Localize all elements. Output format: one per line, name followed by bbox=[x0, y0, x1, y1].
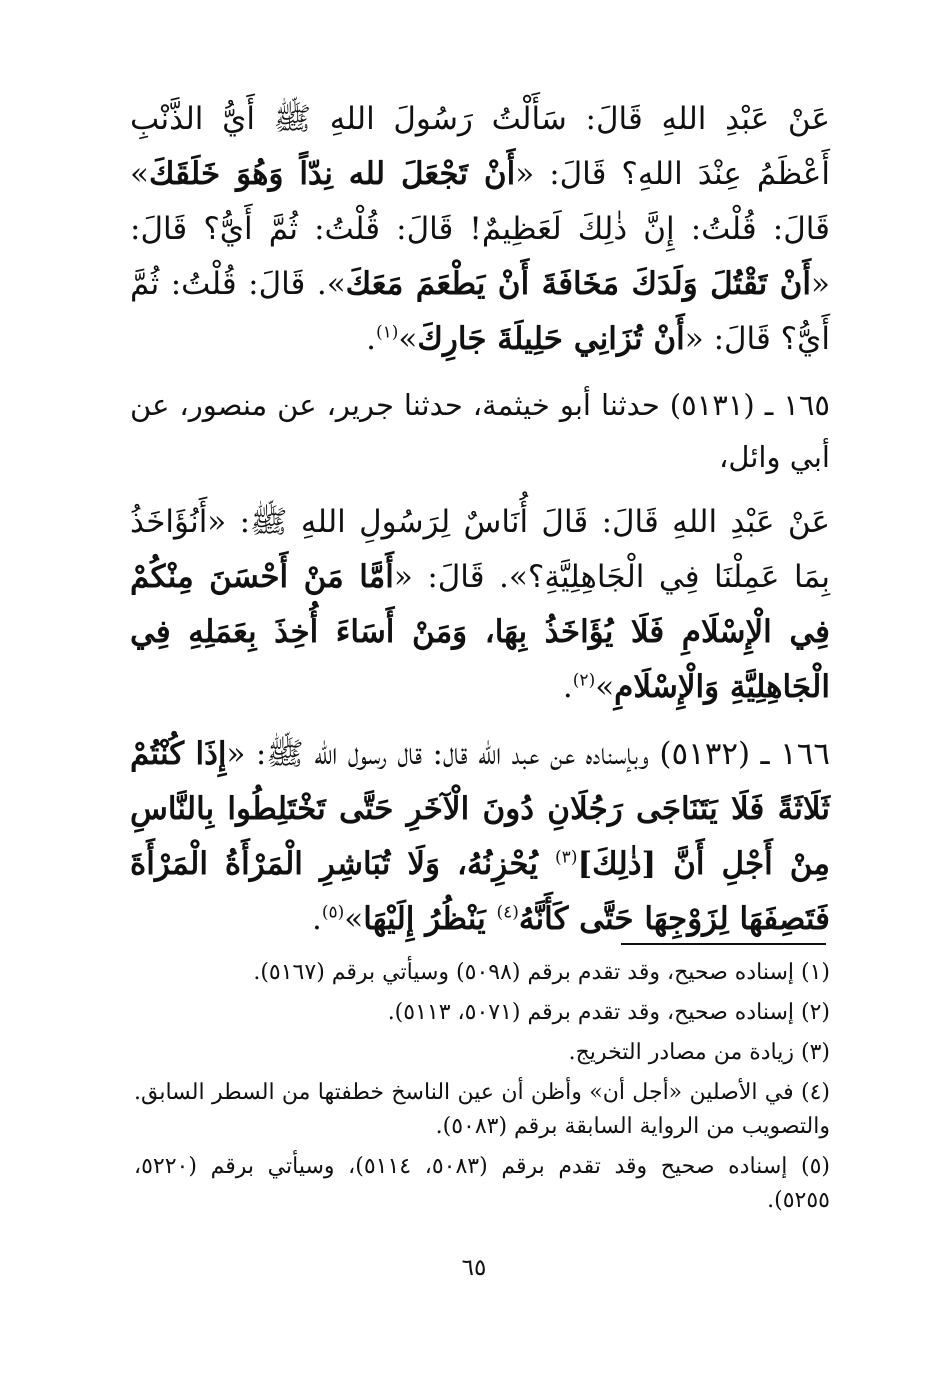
footnote-marker: (١) bbox=[375, 322, 399, 343]
narration-text: » bbox=[398, 321, 418, 357]
footnote-marker: (٢) bbox=[572, 670, 596, 691]
narration-text: عَنْ عَبْدِ اللهِ قَالَ: قَالَ أُنَاسٌ لِرَسُولِ اللهِ ﷺ: «أَنُؤَاخَذُ بِمَا عَمِلْنَا فِي الْجَاهِلِيَّةِ؟». قَالَ: « bbox=[130, 504, 830, 595]
prophetic-saying: أَمَّا مَنْ أَحْسَنَ مِنْكُمْ فِي الْإِسْلَامِ فَلَا يُؤَاخَذُ بِهَا، وَمَنْ أَسَاءَ أُخِذَ بِعَمَلِهِ فِي الْجَاهِلِيَّةِ وَالْإِسْلَامِ bbox=[130, 559, 830, 705]
narration-text: ١٦٦ ـ (٥١٣٢) وبإسناده عن عبد الله قال: قال رسول الله ﷺ: « bbox=[226, 736, 831, 772]
narration-text: » قَالَ: قُلْتُ: إِنَّ ذٰلِكَ لَعَظِيمٌ! قَالَ: قُلْتُ: ثُمَّ أَيُّ؟ قَالَ: « bbox=[130, 156, 830, 302]
prophetic-saying: يَنْظُرُ إِلَيْهَا bbox=[363, 901, 497, 937]
prophetic-saying: يُحْزِنُهُ، وَلَا تُبَاشِرِ الْمَرْأَةُ الْمَرْأَةَ فَتَصِفَهَا لِزَوْجِهَا حَتَّى كَأَنَّهُ bbox=[130, 846, 830, 937]
footnote-2: (٢) إسناده صحيح، وقد تقدم برقم (٥٠٧١، ٥١١٣). bbox=[387, 1000, 830, 1025]
hadith-paragraph bbox=[130, 92, 830, 367]
narration-text: . bbox=[562, 669, 573, 705]
narration-text: . bbox=[366, 321, 376, 357]
narration-text: » bbox=[595, 669, 615, 705]
narration-text: » bbox=[344, 901, 364, 937]
hadith-paragraph bbox=[130, 495, 830, 715]
narration-text: ». قَالَ: قُلْتُ: ثُمَّ أَيُّ؟ قَالَ: « bbox=[130, 266, 830, 357]
prophetic-saying: أَنْ تَقْتُلَ وَلَدَكَ مَخَافَةَ أَنْ يَطْعَمَ مَعَكَ bbox=[345, 266, 812, 302]
prophetic-saying: أَنْ تُزَانِي حَلِيلَةَ جَارِكَ bbox=[417, 321, 685, 357]
hadith-166-paragraph bbox=[130, 727, 830, 947]
footnote-marker: (٥) bbox=[321, 902, 345, 923]
hadith-165-chain: ١٦٥ ـ (٥١٣١) حدثنا أبو خيثمة، حدثنا جرير، عن منصور، عن أبي وائل، bbox=[130, 388, 830, 474]
footnotes bbox=[134, 956, 830, 1224]
footnote-3: (٣) زيادة من مصادر التخريج. bbox=[568, 1040, 830, 1065]
footnote-marker: (٤) bbox=[496, 902, 519, 923]
footnote-separator bbox=[621, 943, 826, 945]
footnote-marker: (٣) bbox=[555, 847, 578, 868]
main-text bbox=[130, 92, 830, 959]
footnote-1: (١) إسناده صحيح، وقد تقدم برقم (٥٠٩٨) وسيأتي برقم (٥١٦٧). bbox=[253, 960, 830, 985]
footnote-4: (٤) في الأصلين «أجل أن» وأظن أن عين الناسخ خطفتها من السطر السابق. والتصويب من الرواية السابقة برقم (٥٠٨٣). bbox=[134, 1080, 830, 1139]
footnote-5: (٥) إسناده صحيح وقد تقدم برقم (٥٠٨٣، ٥١١٤)، وسيأتي برقم (٥٢٢٠، ٥٢٥٥). bbox=[134, 1154, 831, 1213]
narration-text: . bbox=[312, 901, 322, 937]
prophetic-saying: أَنْ تَجْعَلَ لله نِدّاً وَهُوَ خَلَقَكَ bbox=[148, 156, 516, 192]
narration-text: عَنْ عَبْدِ اللهِ قَالَ: سَأَلْتُ رَسُولَ اللهِ ﷺ أَيُّ الذَّنْبِ أَعْظَمُ عِنْدَ اللهِ؟ قَالَ: « bbox=[130, 101, 830, 192]
page-number: ٦٥ bbox=[461, 1255, 487, 1281]
prophetic-saying: إِذَا كُنْتُمْ ثَلَاثَةً فَلَا يَتَنَاجَى رَجُلَانِ دُونَ الْآخَرِ حَتَّى تَخْتَلِطُوا بِالنَّاسِ مِنْ أَجْلِ أَنَّ [ذٰلِكَ] bbox=[130, 736, 830, 882]
